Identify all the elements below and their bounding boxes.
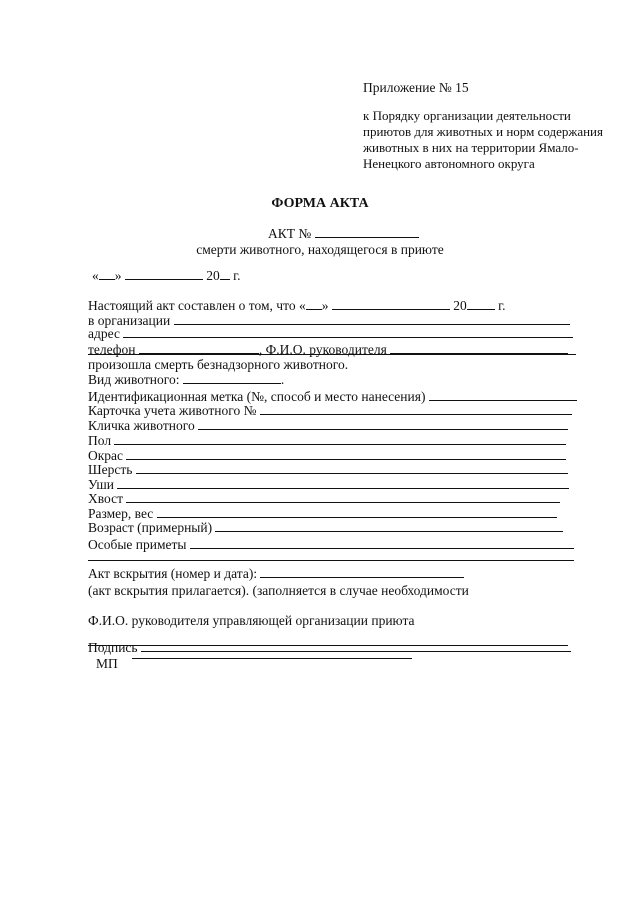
- signature-label: Подпись: [88, 640, 138, 655]
- autopsy-row: [88, 566, 464, 582]
- address-field[interactable]: [123, 326, 573, 338]
- shelter-head-label: Ф.И.О. руководителя управляющей организации приюта: [88, 613, 415, 628]
- name-field[interactable]: [198, 418, 568, 430]
- date-open-quote: «: [92, 268, 99, 283]
- intro-label: Настоящий акт составлен о том, что «: [88, 298, 306, 313]
- date-month-field[interactable]: [125, 268, 203, 280]
- phone-label: телефон: [88, 342, 136, 357]
- sex-field[interactable]: [114, 433, 566, 445]
- species-label: Вид животного:: [88, 372, 180, 387]
- tail-row: [88, 491, 560, 507]
- form-title: ФОРМА АКТА: [271, 196, 369, 211]
- org-field[interactable]: [174, 313, 570, 325]
- intro-year-field[interactable]: [467, 298, 495, 310]
- sex-row: [88, 433, 566, 449]
- intro-day-field[interactable]: [306, 298, 322, 310]
- tail-label: Хвост: [88, 491, 124, 506]
- date-year-field[interactable]: [220, 268, 230, 280]
- fur-label: Шерсть: [88, 462, 133, 477]
- head-field[interactable]: [390, 342, 568, 354]
- id-mark-label: Идентификационная метка (№, способ и место нанесения): [88, 389, 426, 404]
- intro-month-field[interactable]: [332, 298, 450, 310]
- act-date-line: [92, 268, 241, 284]
- signature-field[interactable]: [141, 640, 571, 652]
- phone-field[interactable]: [139, 342, 259, 354]
- age-label: Возраст (примерный): [88, 520, 213, 535]
- signature-line-2[interactable]: [132, 658, 412, 659]
- marks-row: [88, 537, 574, 553]
- id-mark-field[interactable]: [429, 389, 577, 401]
- appendix-line: животных в них на территории Ямало-: [363, 140, 579, 155]
- marks-field[interactable]: [190, 537, 574, 549]
- intro-close-quote: »: [321, 298, 329, 313]
- fur-row: [88, 462, 568, 478]
- card-row: [88, 403, 572, 419]
- ears-label: Уши: [88, 477, 114, 492]
- marks-line-2[interactable]: [88, 560, 574, 561]
- card-label: Карточка учета животного №: [88, 403, 257, 418]
- ears-field[interactable]: [117, 477, 569, 489]
- date-day-field[interactable]: [99, 268, 115, 280]
- fur-field[interactable]: [136, 462, 568, 474]
- act-number-label: АКТ №: [268, 226, 312, 241]
- intro-suffix: г.: [498, 298, 506, 313]
- card-field[interactable]: [260, 403, 572, 415]
- org-label: в организации: [88, 313, 171, 328]
- signature-row: [88, 640, 571, 656]
- color-field[interactable]: [126, 448, 566, 460]
- species-end: .: [280, 372, 285, 387]
- date-close-quote: »: [114, 268, 122, 283]
- age-field[interactable]: [215, 520, 563, 532]
- autopsy-field[interactable]: [260, 566, 464, 578]
- autopsy-note: (акт вскрытия прилагается). (заполняется в случае необходимости: [88, 583, 469, 598]
- date-year-label: 20: [206, 268, 220, 283]
- age-row: [88, 520, 563, 536]
- tail-field[interactable]: [126, 491, 560, 503]
- stamp-label: МП: [96, 656, 118, 671]
- appendix-description: [363, 108, 623, 172]
- phone-row: [88, 342, 568, 358]
- size-field[interactable]: [157, 506, 557, 518]
- color-label: Окрас: [88, 448, 124, 463]
- autopsy-label: Акт вскрытия (номер и дата):: [88, 566, 258, 581]
- act-number-line: [268, 226, 419, 242]
- appendix-line: к Порядку организации деятельности: [363, 108, 571, 123]
- act-number-field[interactable]: [315, 226, 419, 238]
- marks-label: Особые приметы: [88, 537, 187, 552]
- address-row: [88, 326, 573, 342]
- act-subtitle: смерти животного, находящегося в приюте: [196, 242, 444, 257]
- appendix-title: Приложение № 15: [363, 80, 469, 95]
- date-suffix: г.: [233, 268, 241, 283]
- appendix-line: приютов для животных и норм содержания: [363, 124, 603, 139]
- intro-row: [88, 298, 505, 314]
- size-label: Размер, вес: [88, 506, 154, 521]
- name-label: Кличка животного: [88, 418, 195, 433]
- head-label: , Ф.И.О. руководителя: [258, 342, 387, 357]
- name-row: [88, 418, 568, 434]
- appendix-line: Ненецкого автономного округа: [363, 156, 535, 171]
- sex-label: Пол: [88, 433, 112, 448]
- address-label: адрес: [88, 326, 120, 341]
- death-row: произошла смерть безнадзорного животного.: [88, 357, 349, 372]
- species-field[interactable]: [183, 372, 281, 384]
- intro-year-label: 20: [453, 298, 467, 313]
- species-row: [88, 372, 284, 388]
